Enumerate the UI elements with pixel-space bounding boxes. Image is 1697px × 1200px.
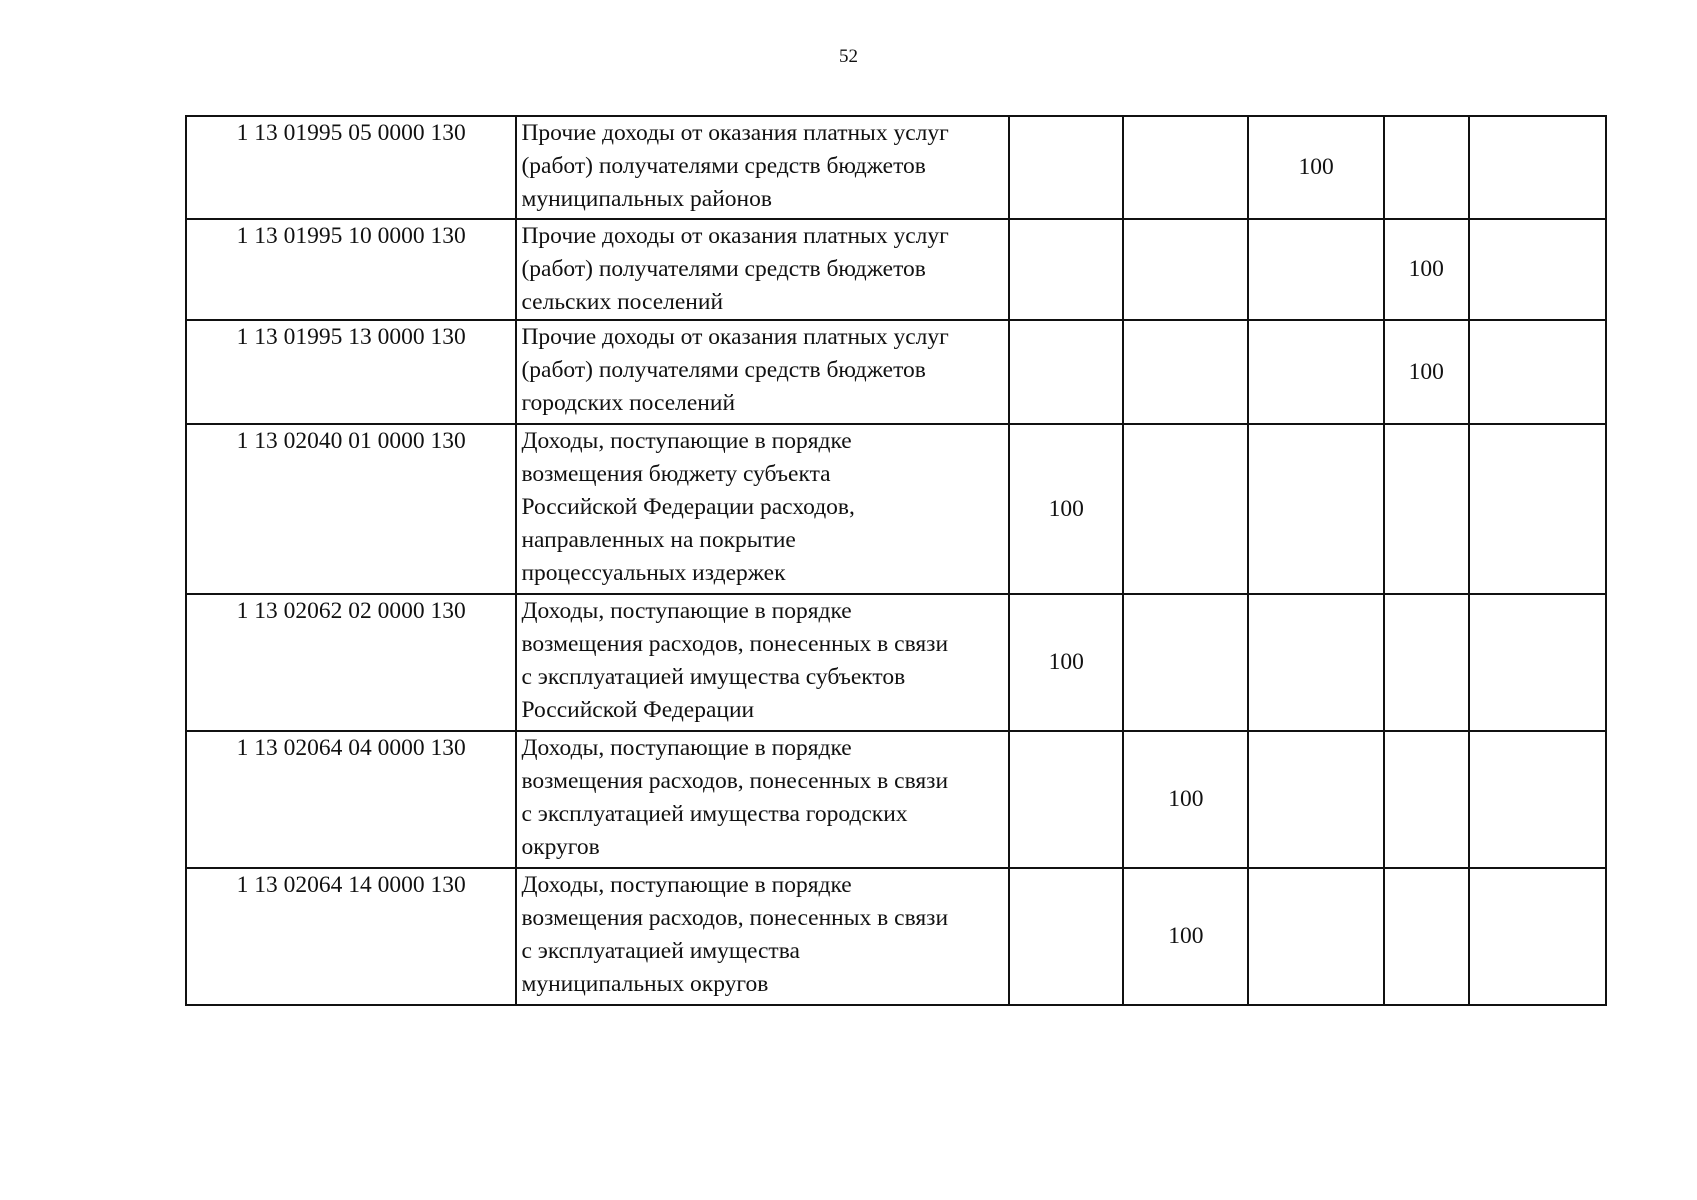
revenue-description-cell [516,424,1009,594]
value-cell [1248,320,1383,424]
description-line: (работ) получателями средств бюджетов [521,153,926,179]
description-line: возмещения расходов, понесенных в связи [521,631,949,657]
revenue-description-cell [516,219,1009,320]
description-line: Российской Федерации расходов, [521,494,855,520]
value-cell [1009,320,1123,424]
value-cell [1009,868,1123,1005]
description-line: возмещения расходов, понесенных в связи [521,905,949,931]
description-line: Прочие доходы от оказания платных услуг [521,120,949,146]
description-line: возмещения расходов, понесенных в связи [521,768,949,794]
description-line: муниципальных районов [521,186,772,212]
table-row [186,868,1606,1005]
value-cell [1009,219,1123,320]
value-cell [1384,731,1469,868]
value-cell [1123,116,1248,219]
description-line: Доходы, поступающие в порядке [521,735,852,761]
value-cell [1469,219,1606,320]
value-cell [1123,219,1248,320]
value-cell: 100 [1384,320,1469,424]
description-line: Прочие доходы от оказания платных услуг [521,324,949,350]
revenue-description-cell [516,116,1009,219]
revenue-code-cell: 1 13 02040 01 0000 130 [186,424,516,594]
description-line: процессуальных издержек [521,560,786,586]
value-cell: 100 [1248,116,1383,219]
description-line: с эксплуатацией имущества субъектов [521,664,906,690]
budget-classification-table [185,115,1607,1006]
revenue-code-cell: 1 13 02062 02 0000 130 [186,594,516,731]
value-cell [1248,219,1383,320]
value-cell: 100 [1009,594,1123,731]
revenue-description-cell [516,731,1009,868]
value-cell [1469,424,1606,594]
value-cell: 100 [1123,868,1248,1005]
value-cell: 100 [1009,424,1123,594]
revenue-description-cell [516,594,1009,731]
value-cell [1384,868,1469,1005]
description-line: городских поселений [521,390,736,416]
value-cell [1384,116,1469,219]
value-cell [1248,868,1383,1005]
value-cell: 100 [1384,219,1469,320]
revenue-description-cell [516,320,1009,424]
value-cell [1009,116,1123,219]
description-line: направленных на покрытие [521,527,796,553]
description-line: Доходы, поступающие в порядке [521,872,852,898]
description-line: сельских поселений [521,289,724,315]
revenue-code-cell: 1 13 01995 10 0000 130 [186,219,516,320]
table-row [186,594,1606,731]
value-cell [1384,424,1469,594]
value-cell: 100 [1123,731,1248,868]
value-cell [1469,868,1606,1005]
description-line: с эксплуатацией имущества [521,938,800,964]
value-cell [1469,116,1606,219]
value-cell [1123,594,1248,731]
value-cell [1123,424,1248,594]
description-line: с эксплуатацией имущества городских [521,801,908,827]
description-line: округов [521,834,600,860]
description-line: Российской Федерации [521,697,755,723]
table-row [186,320,1606,424]
value-cell [1248,594,1383,731]
value-cell [1123,320,1248,424]
description-line: (работ) получателями средств бюджетов [521,256,926,282]
revenue-code-cell: 1 13 01995 05 0000 130 [186,116,516,219]
revenue-code-cell: 1 13 01995 13 0000 130 [186,320,516,424]
value-cell [1384,594,1469,731]
page-number: 52 [839,46,858,67]
value-cell [1248,731,1383,868]
description-line: муниципальных округов [521,971,769,997]
table-row [186,424,1606,594]
table-row [186,219,1606,320]
revenue-code-cell: 1 13 02064 04 0000 130 [186,731,516,868]
value-cell [1248,424,1383,594]
description-line: возмещения бюджету субъекта [521,461,831,487]
table-row [186,731,1606,868]
value-cell [1469,594,1606,731]
revenue-description-cell [516,868,1009,1005]
value-cell [1469,320,1606,424]
table-row [186,116,1606,219]
revenue-code-cell: 1 13 02064 14 0000 130 [186,868,516,1005]
description-line: Доходы, поступающие в порядке [521,428,852,454]
value-cell [1469,731,1606,868]
description-line: Прочие доходы от оказания платных услуг [521,223,949,249]
description-line: (работ) получателями средств бюджетов [521,357,926,383]
description-line: Доходы, поступающие в порядке [521,598,852,624]
value-cell [1009,731,1123,868]
